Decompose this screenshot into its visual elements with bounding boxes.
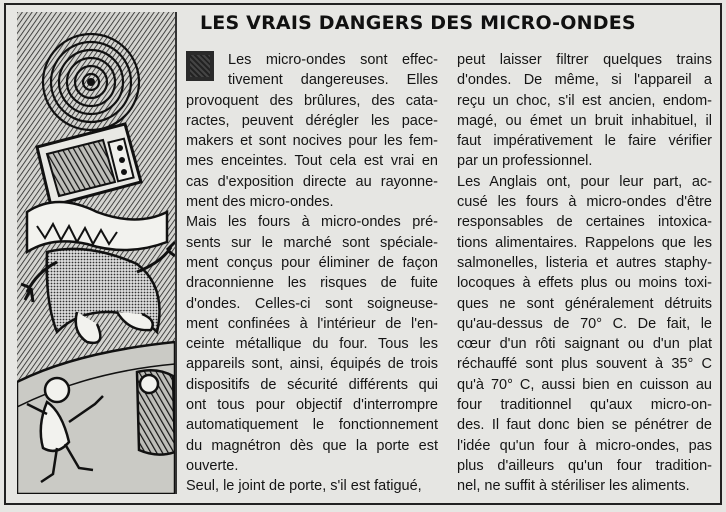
- article-line: ont tous pour objectif d'interrompre: [186, 397, 438, 414]
- article-line: reçu un choc, s'il est ancien, endom-: [457, 92, 712, 109]
- article-line: locoques à effets plus ou moins toxi-: [457, 275, 712, 292]
- article-headline: LES VRAIS DANGERS DES MICRO-ONDES: [200, 12, 636, 34]
- article-line: réchauffé sont plus souvent à 35° C: [457, 356, 712, 373]
- article-line: draconnienne les risques de fuite: [186, 275, 438, 292]
- article-line: ceinte métallique du four. Tous les: [186, 336, 438, 353]
- article-line: Mais les fours à micro-ondes pré-: [186, 214, 438, 231]
- article-column-1: [186, 50, 438, 497]
- article-line: ment des micro-ondes.: [186, 194, 334, 211]
- illustration-signature: [28, 486, 148, 494]
- article-line: dispositifs de sécurité différents qui: [186, 376, 438, 393]
- article-line: tivement dangereuses. Elles: [228, 72, 438, 89]
- article-line: qu'au-dessus de 70° C. De fait, le: [457, 315, 712, 332]
- article-line: responsables de certaines intoxica-: [457, 214, 712, 231]
- article-line: l'idée qu'un four à micro-ondes, pas: [457, 437, 712, 454]
- article-line: par un professionnel.: [457, 153, 593, 170]
- article-line: ment confinées à l'intérieur de l'en-: [186, 315, 438, 332]
- article-line: salmonelles, listeria et autres staphy-: [457, 254, 712, 271]
- article-column-2: [457, 50, 712, 497]
- article-line: ouverte.: [186, 457, 239, 474]
- article-line: makers et sont nocives pour les fem-: [186, 133, 438, 150]
- article-line: mes enceintes. Tout cela est vrai en: [186, 153, 438, 170]
- microwave-monster-icon: [17, 12, 175, 494]
- article-line: nel, ne suffit à stériliser les aliments.: [457, 478, 690, 495]
- article-line: magé, ou émet un bruit inhabituel, il: [457, 112, 712, 129]
- article-line: tions alimentaires. Rappelons que les: [457, 234, 712, 251]
- article-line: ractes, peuvent dérégler les pace-: [186, 112, 438, 129]
- article-line: cœur d'un rôti saignant ou d'un plat: [457, 336, 712, 353]
- article-line: qu'à 70° C, aussi bien en cuisson au: [457, 376, 712, 393]
- article-line: Seul, le joint de porte, s'il est fatigué,: [186, 478, 422, 495]
- article-line: cusé les fours à micro-ondes d'être: [457, 194, 712, 211]
- article-line: du magnétron dès que la porte est: [186, 437, 438, 454]
- article-line: des. Il faut donc bien se pénétrer de: [457, 417, 712, 434]
- article-line: cas d'exposition directe au rayonne-: [186, 173, 438, 190]
- article-line: Les Anglais ont, pour leur part, ac-: [457, 173, 712, 190]
- article-line: peut laisser filtrer quelques trains: [457, 52, 712, 68]
- article-line: faut impérativement le faire vérifier: [457, 133, 712, 150]
- article-line: ment conçus pour éliminer de façon: [186, 254, 438, 271]
- article-line: appareils sont, ainsi, équipés de trois: [186, 356, 438, 373]
- illustration: [17, 12, 177, 494]
- article-line: sents sur le marché sont spéciale-: [186, 234, 438, 251]
- article-line: provoquent des brûlures, des cata-: [186, 92, 438, 109]
- article-line: plus d'ailleurs qu'un four tradition-: [457, 457, 712, 474]
- article-line: ques ne sont généralement détruits: [457, 295, 712, 312]
- article-line: automatiquement le fonctionnement: [186, 417, 438, 434]
- article-line: d'ondes. De même, si l'appareil a: [457, 72, 712, 89]
- article-line: Les micro-ondes sont effec-: [228, 52, 438, 68]
- article-line: d'ondes. Celles-ci sont soigneuse-: [186, 295, 438, 312]
- article-line: four traditionnel qu'aux micro-on-: [457, 397, 712, 414]
